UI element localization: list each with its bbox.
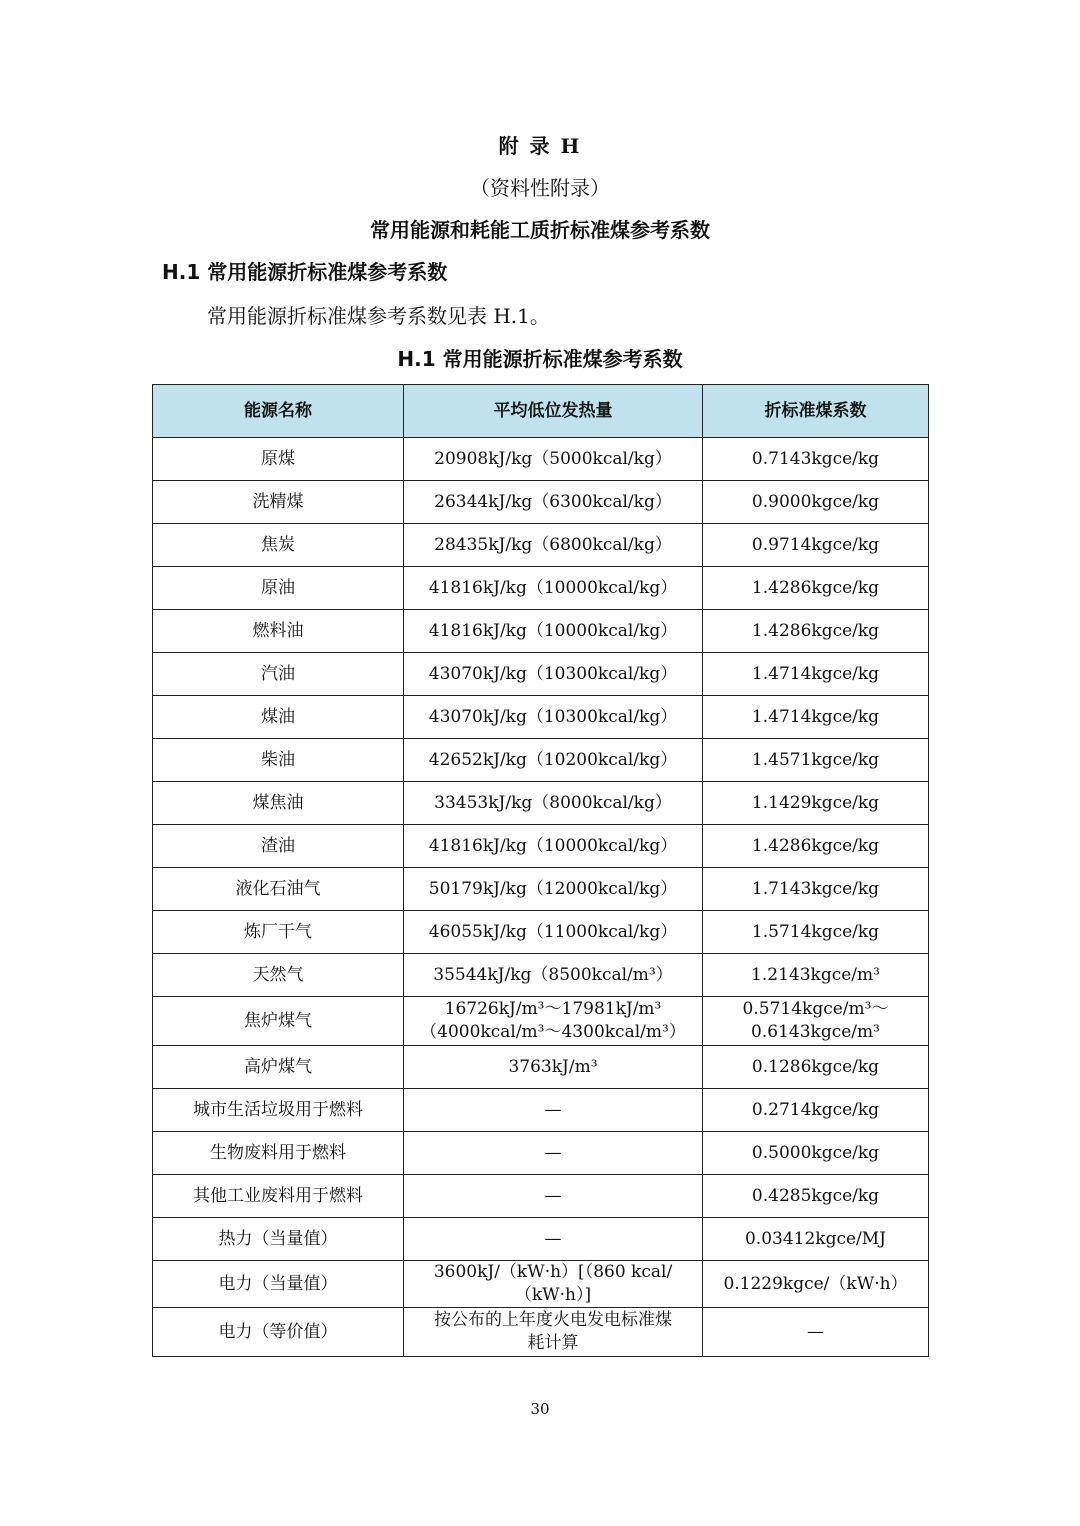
cell-energy-name: 生物废料用于燃料 xyxy=(153,1132,404,1175)
cell-coefficient: 0.5714kgce/m³～ 0.6143kgce/m³ xyxy=(703,997,929,1046)
cell-heat-value: — xyxy=(404,1132,703,1175)
cell-coefficient: 0.03412kgce/MJ xyxy=(703,1218,929,1261)
table-row xyxy=(153,1218,929,1261)
cell-heat-value: 50179kJ/kg（12000kcal/kg） xyxy=(404,868,703,911)
cell-energy-name: 燃料油 xyxy=(153,610,404,653)
cell-coefficient: 1.4286kgce/kg xyxy=(703,567,929,610)
table-row xyxy=(153,782,929,825)
table-row xyxy=(153,1308,929,1357)
cell-coefficient: 1.1429kgce/kg xyxy=(703,782,929,825)
table-header-row xyxy=(153,385,929,438)
cell-energy-name: 煤油 xyxy=(153,696,404,739)
cell-coefficient: — xyxy=(703,1308,929,1357)
cell-energy-name: 城市生活垃圾用于燃料 xyxy=(153,1089,404,1132)
table-row xyxy=(153,696,929,739)
table-body xyxy=(153,438,929,1357)
cell-heat-value: 35544kJ/kg（8500kcal/m³） xyxy=(404,954,703,997)
cell-heat-value: 41816kJ/kg（10000kcal/kg） xyxy=(404,825,703,868)
table-row xyxy=(153,1261,929,1308)
cell-coefficient: 0.7143kgce/kg xyxy=(703,438,929,481)
cell-coefficient: 1.4286kgce/kg xyxy=(703,825,929,868)
cell-heat-value: 按公布的上年度火电发电标准煤 耗计算 xyxy=(404,1308,703,1357)
cell-heat-value: 43070kJ/kg（10300kcal/kg） xyxy=(404,696,703,739)
cell-heat-value: 16726kJ/m³～17981kJ/m³ （4000kcal/m³～4300kcal/m³） xyxy=(404,997,703,1046)
cell-energy-name: 原油 xyxy=(153,567,404,610)
cell-coefficient: 1.4571kgce/kg xyxy=(703,739,929,782)
cell-heat-value: 41816kJ/kg（10000kcal/kg） xyxy=(404,567,703,610)
cell-coefficient: 0.9714kgce/kg xyxy=(703,524,929,567)
table-row xyxy=(153,1132,929,1175)
section-heading: H.1 常用能源折标准煤参考系数 xyxy=(162,260,448,284)
table-row xyxy=(153,825,929,868)
cell-energy-name: 炼厂干气 xyxy=(153,911,404,954)
table-row xyxy=(153,911,929,954)
table-row xyxy=(153,1089,929,1132)
energy-coefficient-table xyxy=(152,384,929,1357)
table-row xyxy=(153,653,929,696)
table-row xyxy=(153,610,929,653)
cell-heat-value: 3600kJ/（kW·h）[（860 kcal/（kW·h）] xyxy=(404,1261,703,1308)
cell-energy-name: 其他工业废料用于燃料 xyxy=(153,1175,404,1218)
cell-energy-name: 液化石油气 xyxy=(153,868,404,911)
cell-heat-value: 42652kJ/kg（10200kcal/kg） xyxy=(404,739,703,782)
header-coefficient: 折标准煤系数 xyxy=(703,385,929,438)
cell-coefficient: 1.7143kgce/kg xyxy=(703,868,929,911)
cell-heat-value: 28435kJ/kg（6800kcal/kg） xyxy=(404,524,703,567)
cell-energy-name: 煤焦油 xyxy=(153,782,404,825)
cell-energy-name: 电力（当量值） xyxy=(153,1261,404,1308)
table-row xyxy=(153,438,929,481)
table-row xyxy=(153,739,929,782)
cell-coefficient: 0.2714kgce/kg xyxy=(703,1089,929,1132)
cell-coefficient: 1.4714kgce/kg xyxy=(703,653,929,696)
cell-energy-name: 电力（等价值） xyxy=(153,1308,404,1357)
cell-heat-value: 46055kJ/kg（11000kcal/kg） xyxy=(404,911,703,954)
cell-energy-name: 焦炉煤气 xyxy=(153,997,404,1046)
cell-energy-name: 高炉煤气 xyxy=(153,1046,404,1089)
table-caption: H.1 常用能源折标准煤参考系数 xyxy=(397,347,683,371)
cell-heat-value: 3763kJ/m³ xyxy=(404,1046,703,1089)
cell-coefficient: 1.4714kgce/kg xyxy=(703,696,929,739)
cell-coefficient: 1.5714kgce/kg xyxy=(703,911,929,954)
page-number: 30 xyxy=(530,1400,550,1418)
header-energy-name: 能源名称 xyxy=(153,385,404,438)
table-row xyxy=(153,868,929,911)
cell-heat-value: 41816kJ/kg（10000kcal/kg） xyxy=(404,610,703,653)
cell-heat-value: — xyxy=(404,1218,703,1261)
cell-coefficient: 0.1229kgce/（kW·h） xyxy=(703,1261,929,1308)
cell-coefficient: 1.2143kgce/m³ xyxy=(703,954,929,997)
cell-coefficient: 0.1286kgce/kg xyxy=(703,1046,929,1089)
table-row xyxy=(153,481,929,524)
cell-energy-name: 热力（当量值） xyxy=(153,1218,404,1261)
cell-coefficient: 1.4286kgce/kg xyxy=(703,610,929,653)
cell-coefficient: 0.9000kgce/kg xyxy=(703,481,929,524)
document-title: 常用能源和耗能工质折标准煤参考系数 xyxy=(370,218,710,242)
cell-energy-name: 洗精煤 xyxy=(153,481,404,524)
appendix-type: （资料性附录） xyxy=(470,176,610,200)
cell-heat-value: — xyxy=(404,1089,703,1132)
table-row xyxy=(153,1046,929,1089)
cell-energy-name: 原煤 xyxy=(153,438,404,481)
cell-energy-name: 焦炭 xyxy=(153,524,404,567)
cell-energy-name: 柴油 xyxy=(153,739,404,782)
appendix-title: 附 录 H xyxy=(498,134,582,158)
table-row xyxy=(153,997,929,1046)
cell-heat-value: 43070kJ/kg（10300kcal/kg） xyxy=(404,653,703,696)
table-row xyxy=(153,567,929,610)
cell-energy-name: 汽油 xyxy=(153,653,404,696)
cell-heat-value: 33453kJ/kg（8000kcal/kg） xyxy=(404,782,703,825)
cell-energy-name: 渣油 xyxy=(153,825,404,868)
cell-heat-value: 26344kJ/kg（6300kcal/kg） xyxy=(404,481,703,524)
cell-heat-value: 20908kJ/kg（5000kcal/kg） xyxy=(404,438,703,481)
cell-coefficient: 0.4285kgce/kg xyxy=(703,1175,929,1218)
cell-heat-value: — xyxy=(404,1175,703,1218)
cell-coefficient: 0.5000kgce/kg xyxy=(703,1132,929,1175)
cell-energy-name: 天然气 xyxy=(153,954,404,997)
intro-paragraph: 常用能源折标准煤参考系数见表 H.1。 xyxy=(207,304,550,328)
table-row xyxy=(153,954,929,997)
table-row xyxy=(153,524,929,567)
table-row xyxy=(153,1175,929,1218)
header-heat-value: 平均低位发热量 xyxy=(404,385,703,438)
